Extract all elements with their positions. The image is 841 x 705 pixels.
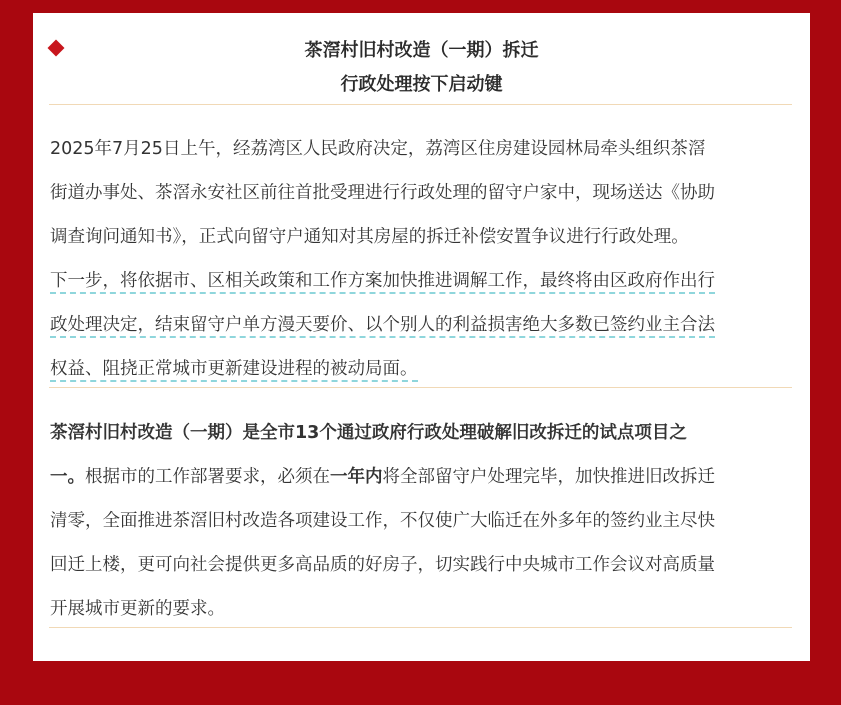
paragraph-1-line	[50, 311, 715, 336]
underlined-text: 政处理决定，结束留守户单方漫天要价、以个别人的利益损害绝大多数已签约业主合法	[50, 315, 715, 338]
divider-top	[49, 104, 792, 105]
paragraph-1-line: 2025年7月25日上午，经荔湾区人民政府决定，荔湾区住房建设园林局牵头组织茶滘	[50, 139, 706, 159]
paragraph-1-line	[50, 355, 418, 380]
underlined-text: 权益、阻挠正常城市更新建设进程的被动局面。	[50, 359, 418, 382]
paragraph-1-line: 街道办事处、茶滘永安社区前往首批受理进行行政处理的留守户家中，现场送达《协助	[50, 183, 715, 203]
paragraph-1-line	[50, 267, 715, 292]
paragraph-2-line	[50, 463, 715, 488]
paragraph-2-text: 将全部留守户处理完毕，加快推进旧改拆迁	[382, 467, 715, 487]
divider-middle	[49, 387, 792, 388]
title-line-2: 行政处理按下启动键	[340, 74, 503, 95]
underlined-text: 下一步，将依据市、区相关政策和工作方案加快推进调解工作，最终将由区政府作出行	[50, 271, 715, 294]
paragraph-2-line: 开展城市更新的要求。	[50, 599, 225, 619]
paragraph-2-lead: 茶滘村旧村改造（一期）是全市13个通过政府行政处理破解旧改拆迁的试点项目之	[50, 423, 687, 443]
paragraph-2-line: 回迁上楼，更可向社会提供更多高品质的好房子，切实践行中央城市工作会议对高质量	[50, 555, 715, 575]
paragraph-2-text: 根据市的工作部署要求，必须在	[85, 467, 330, 487]
article-card	[33, 13, 810, 661]
paragraph-2-line: 清零，全面推进茶滘旧村改造各项建设工作，不仅使广大临迁在外多年的签约业主尽快	[50, 511, 715, 531]
divider-bottom	[49, 627, 792, 628]
title-line-1: 茶滘村旧村改造（一期）拆迁	[304, 40, 539, 61]
emphasis-one-year: 一年内	[330, 467, 383, 487]
paragraph-2-lead-end: 一。	[50, 467, 85, 487]
paragraph-1-line: 调查询问通知书》，正式向留守户通知对其房屋的拆迁补偿安置争议进行行政处理。	[50, 227, 689, 247]
